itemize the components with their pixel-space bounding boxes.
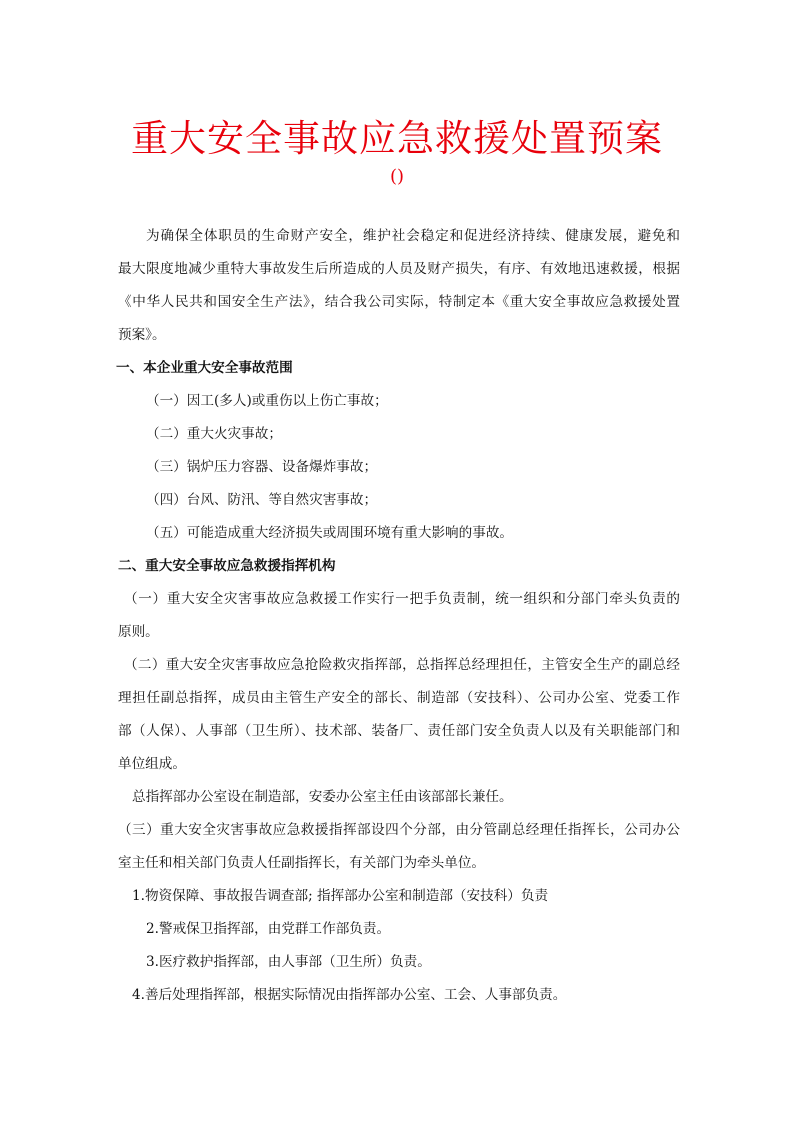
list-item: （三）锅炉压力容器、设备爆炸事故； — [146, 459, 378, 475]
list-item: 2.警戒保卫指挥部，由党群工作部负责。 — [146, 921, 391, 937]
paragraph-line: 总指挥部办公室设在制造部，安委办公室主任由该部部长兼任。 — [132, 789, 513, 805]
list-item: （一）因工(多人)或重伤以上伤亡事故； — [146, 393, 388, 409]
intro-line: 预案》。 — [118, 327, 166, 343]
list-item: （五）可能造成重大经济损失或周围环境有重大影响的事故。 — [146, 525, 514, 541]
paragraph-line: （二）重大安全灾害事故应急抢险救灾指挥部，总指挥总经理担任，主管安全生产的副总经 — [124, 657, 680, 673]
list-item: 1.物资保障、事故报告调查部; 指挥部办公室和制造部（安技科）负责 — [132, 888, 549, 904]
paragraph-line: 原则。 — [118, 624, 159, 640]
paragraph-line: （三）重大安全灾害事故应急救援指挥部设四个分部，由分管副总经理任指挥长，公司办公 — [118, 822, 680, 838]
list-item: （四）台风、防汛、等自然灾害事故； — [146, 492, 378, 508]
paragraph-line: （一）重大安全灾害事故应急救援工作实行一把手负责制，统一组织和分部门牵头负责的 — [124, 591, 680, 607]
paragraph-line: 室主任和相关部门负责人任副指挥长，有关部门为牵头单位。 — [118, 855, 486, 871]
document-title: 重大安全事故应急救援处置预案 — [131, 117, 663, 160]
section-heading: 二、重大安全事故应急救援指挥机构 — [118, 558, 336, 574]
paragraph-line: 单位组成。 — [118, 756, 186, 772]
intro-line: 《中华人民共和国安全生产法》，结合我公司实际，特制定本《重大安全事故应急救援处置 — [118, 294, 680, 310]
list-item: 4.善后处理指挥部，根据实际情况由指挥部办公室、工会、人事部负责。 — [132, 987, 567, 1003]
list-item: 3.医疗救护指挥部，由人事部（卫生所）负责。 — [146, 954, 431, 970]
paragraph-line: 部（人保）、人事部（卫生所）、技术部、装备厂、责任部门安全负责人以及有关职能部门和 — [118, 723, 680, 739]
list-item: （二）重大火灾事故； — [146, 426, 282, 442]
document-subtitle: () — [389, 166, 405, 187]
intro-line: 最大限度地减少重特大事故发生后所造成的人员及财产损失，有序、有效地迅速救援，根据 — [118, 261, 680, 277]
intro-line: 为确保全体职员的生命财产安全，维护社会稳定和促进经济持续、健康发展，避免和 — [146, 228, 680, 244]
section-heading: 一、本企业重大安全事故范围 — [116, 360, 293, 376]
paragraph-line: 理担任副总指挥，成员由主管生产安全的部长、制造部（安技科）、公司办公室、党委工作 — [118, 690, 680, 706]
document-body — [118, 224, 680, 1016]
